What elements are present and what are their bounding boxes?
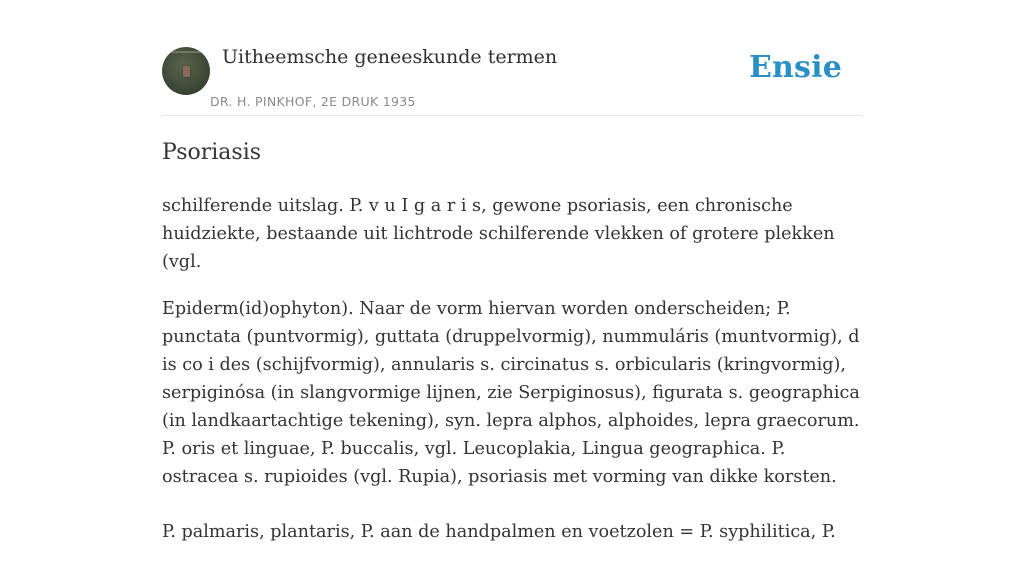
page: [162, 0, 862, 542]
ensie-logo[interactable]: Ensie: [748, 50, 842, 85]
book-title[interactable]: Uitheemsche geneeskunde termen: [222, 46, 558, 68]
book-cover-emblem: [183, 66, 190, 77]
header: [162, 0, 862, 116]
entry-title: Psoriasis: [162, 140, 262, 165]
entry-paragraph: Epiderm(id)ophyton). Naar de vorm hiervan worden onderscheiden; P. punctata (puntvormig), guttata (druppelvormig), nummuláris (muntvormig), d is co i des (schijfvormig), annularis s. circinatus s. orbicularis (kringvormig), serpiginósa (in slangvormige lijnen, zie Serpiginosus), figurata s. geographica (in landkaartachtige tekening), syn. lepra alphos, alphoides, lepra graecorum. P. oris et linguae, P. buccalis, vgl. Leucoplakia, Lingua geographica. P. ostracea s. rupioides (vgl. Rupia), psoriasis met vorming van dikke korsten.: [162, 299, 860, 487]
entry-body: [162, 192, 862, 565]
book-cover-spine: [170, 51, 202, 53]
entry-paragraph: P. palmaris, plantaris, P. aan de handpalmen en voetzolen = P. syphilitica, P.: [162, 522, 836, 542]
book-subtitle: DR. H. PINKHOF, 2E DRUK 1935: [210, 94, 416, 109]
entry-paragraph: schilferende uitslag. P. v u I g a r i s, gewone psoriasis, een chronische huidziekte, bestaande uit lichtrode schilferende vlekken of grotere plekken (vgl.: [162, 196, 835, 272]
book-cover-icon[interactable]: [162, 47, 210, 95]
